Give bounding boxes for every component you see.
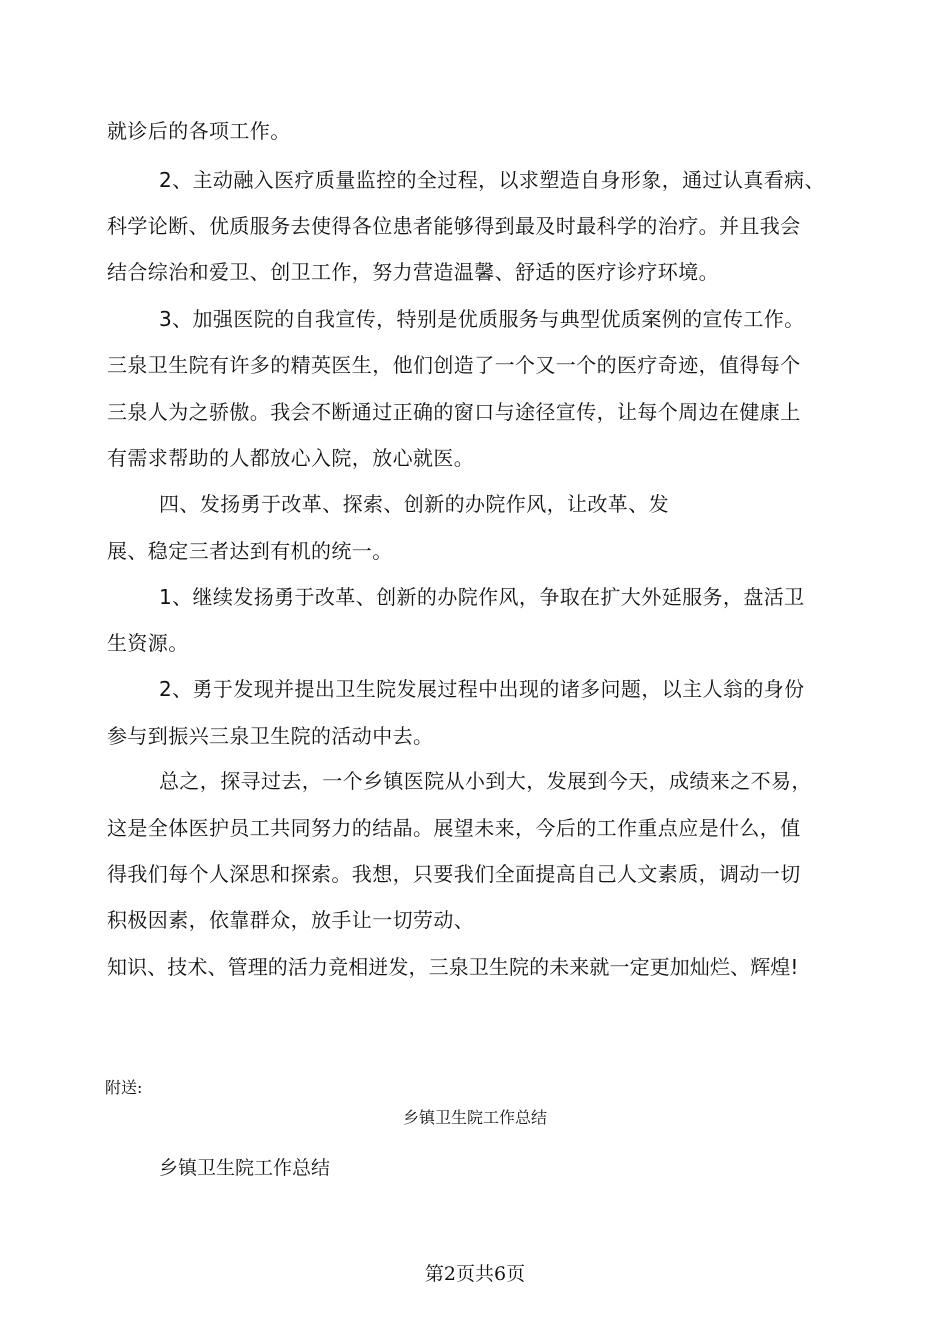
text-line: 这是全体医护员工共同努力的结晶。展望未来，今后的工作重点应是什么，值: [107, 816, 801, 840]
text-line: 1、继续发扬勇于改革、创新的办院作风，争取在扩大外延服务，盘活卫: [159, 585, 805, 609]
text-line: 3、加强医院的自我宣传，特别是优质服务与典型优质案例的宣传工作。: [159, 307, 805, 331]
text-line: 积极因素，依靠群众，放手让一切劳动、: [107, 908, 475, 932]
text-line: 得我们每个人深思和探索。我想，只要我们全面提高自己人文素质，调动一切: [107, 862, 801, 886]
text-line: 2、勇于发现并提出卫生院发展过程中出现的诸多问题，以主人翁的身份: [159, 677, 805, 701]
text-line: 结合综治和爱卫、创卫工作，努力营造温馨、舒适的医疗诊疗环境。: [107, 260, 719, 284]
text-line: 三泉人为之骄傲。我会不断通过正确的窗口与途径宣传，让每个周边在健康上: [107, 400, 801, 424]
page-indicator: 第2页共6页: [424, 1263, 526, 1285]
text-line: 就诊后的各项工作。: [107, 119, 291, 143]
text-line: 知识、技术、管理的活力竞相迸发，三泉卫生院的未来就一定更加灿烂、辉煌!: [107, 955, 799, 979]
appendix-title: 乡镇卫生院工作总结: [402, 1108, 547, 1127]
text-line: 三泉卫生院有许多的精英医生，他们创造了一个又一个的医疗奇迹，值得每个: [107, 353, 801, 377]
text-line: 生资源。: [107, 631, 189, 655]
text-line: 参与到振兴三泉卫生院的活动中去。: [107, 724, 434, 748]
appendix-label: 附送:: [105, 1078, 143, 1097]
appendix-subtitle: 乡镇卫生院工作总结: [159, 1157, 331, 1179]
section-heading: 展、稳定三者达到有机的统一。: [107, 539, 393, 563]
text-line: 总之，探寻过去，一个乡镇医院从小到大，发展到今天，成绩来之不易，: [159, 769, 812, 793]
text-line: 有需求帮助的人都放心入院，放心就医。: [107, 446, 475, 470]
section-heading: 四、发扬勇于改革、探索、创新的办院作风，让改革、发: [159, 492, 669, 516]
text-line: 2、主动融入医疗质量监控的全过程，以求塑造自身形象，通过认真看病、: [159, 168, 825, 192]
text-line: 科学论断、优质服务去使得各位患者能够得到最及时最科学的治疗。并且我会: [107, 214, 801, 238]
